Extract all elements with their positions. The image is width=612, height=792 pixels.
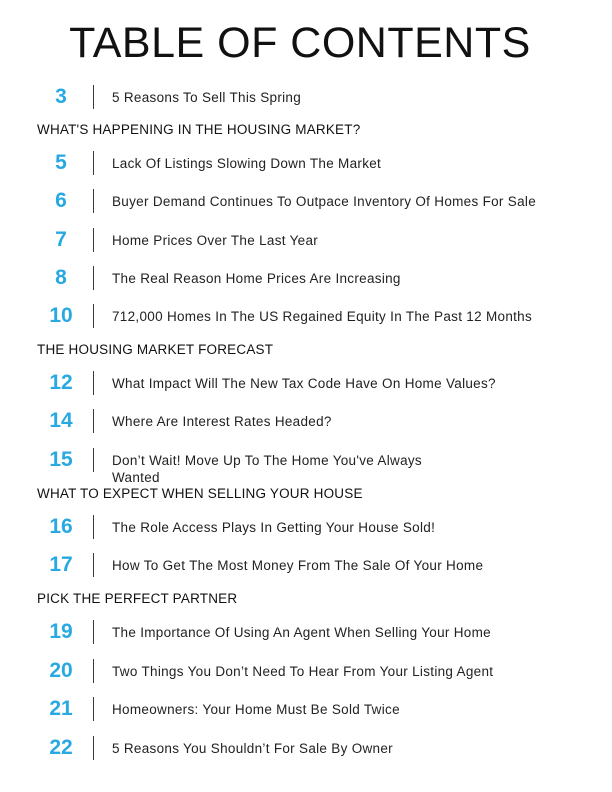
- divider: [93, 448, 94, 472]
- divider: [93, 304, 94, 328]
- section-heading-forecast: THE HOUSING MARKET FORECAST: [37, 342, 274, 357]
- page-number: 21: [49, 697, 73, 720]
- toc-entry[interactable]: [0, 619, 612, 649]
- toc-entry[interactable]: [0, 227, 612, 257]
- entry-title: Buyer Demand Continues To Outpace Inventory Of Homes For Sale: [112, 194, 536, 209]
- toc-entry[interactable]: [0, 370, 612, 400]
- entry-title: The Importance Of Using An Agent When Selling Your Home: [112, 625, 491, 640]
- page-number: 17: [49, 553, 73, 576]
- page-number: 10: [49, 304, 73, 327]
- entry-title: Where Are Interest Rates Headed?: [112, 414, 332, 429]
- toc-entry[interactable]: [0, 265, 612, 295]
- entry-title: How To Get The Most Money From The Sale Of Your Home: [112, 558, 484, 573]
- divider: [93, 553, 94, 577]
- page-number: 12: [49, 371, 73, 394]
- divider: [93, 736, 94, 760]
- toc-entry[interactable]: [0, 150, 612, 180]
- page-title: TABLE OF CONTENTS: [69, 19, 531, 67]
- divider: [93, 228, 94, 252]
- page-number: 7: [55, 228, 67, 251]
- page-number: 22: [49, 736, 73, 759]
- divider: [93, 189, 94, 213]
- entry-title: What Impact Will The New Tax Code Have On Home Values?: [112, 376, 496, 391]
- toc-entry[interactable]: [0, 696, 612, 726]
- page-number: 14: [49, 409, 73, 432]
- divider: [93, 515, 94, 539]
- page-number: 15: [49, 448, 73, 471]
- entry-title: The Real Reason Home Prices Are Increasing: [112, 271, 401, 286]
- toc-entry[interactable]: [0, 84, 612, 114]
- divider: [93, 151, 94, 175]
- entry-title: 712,000 Homes In The US Regained Equity In The Past 12 Months: [112, 309, 533, 324]
- section-heading-partner: PICK THE PERFECT PARTNER: [37, 591, 238, 606]
- page-number: 6: [55, 189, 67, 212]
- toc-entry[interactable]: [0, 514, 612, 544]
- section-heading-selling: WHAT TO EXPECT WHEN SELLING YOUR HOUSE: [37, 486, 363, 501]
- entry-title: Two Things You Don’t Need To Hear From Your Listing Agent: [112, 664, 494, 679]
- divider: [93, 85, 94, 109]
- toc-entry[interactable]: [0, 658, 612, 688]
- entry-title: 5 Reasons To Sell This Spring: [112, 90, 302, 105]
- page-number: 8: [55, 266, 67, 289]
- divider: [93, 697, 94, 721]
- divider: [93, 659, 94, 683]
- entry-title: Don’t Wait! Move Up To The Home You've Always Wanted: [112, 453, 422, 485]
- divider: [93, 371, 94, 395]
- toc-entry[interactable]: [0, 552, 612, 582]
- entry-title: The Role Access Plays In Getting Your House Sold!: [112, 520, 436, 535]
- entry-title: Home Prices Over The Last Year: [112, 233, 319, 248]
- page-number: 19: [49, 620, 73, 643]
- divider: [93, 409, 94, 433]
- page-number: 20: [49, 659, 73, 682]
- page-number: 16: [49, 515, 73, 538]
- toc-entry[interactable]: [0, 408, 612, 438]
- divider: [93, 620, 94, 644]
- page-number: 5: [55, 151, 67, 174]
- divider: [93, 266, 94, 290]
- toc-entry[interactable]: [0, 735, 612, 765]
- toc-entry[interactable]: [0, 188, 612, 218]
- entry-title: 5 Reasons You Shouldn’t For Sale By Owner: [112, 741, 393, 756]
- entry-title: Lack Of Listings Slowing Down The Market: [112, 156, 382, 171]
- toc-entry[interactable]: [0, 303, 612, 333]
- section-heading-housing-market: WHAT'S HAPPENING IN THE HOUSING MARKET?: [37, 122, 361, 137]
- entry-title: Homeowners: Your Home Must Be Sold Twice: [112, 702, 400, 717]
- page-number: 3: [55, 85, 67, 108]
- toc-entry[interactable]: [0, 447, 612, 485]
